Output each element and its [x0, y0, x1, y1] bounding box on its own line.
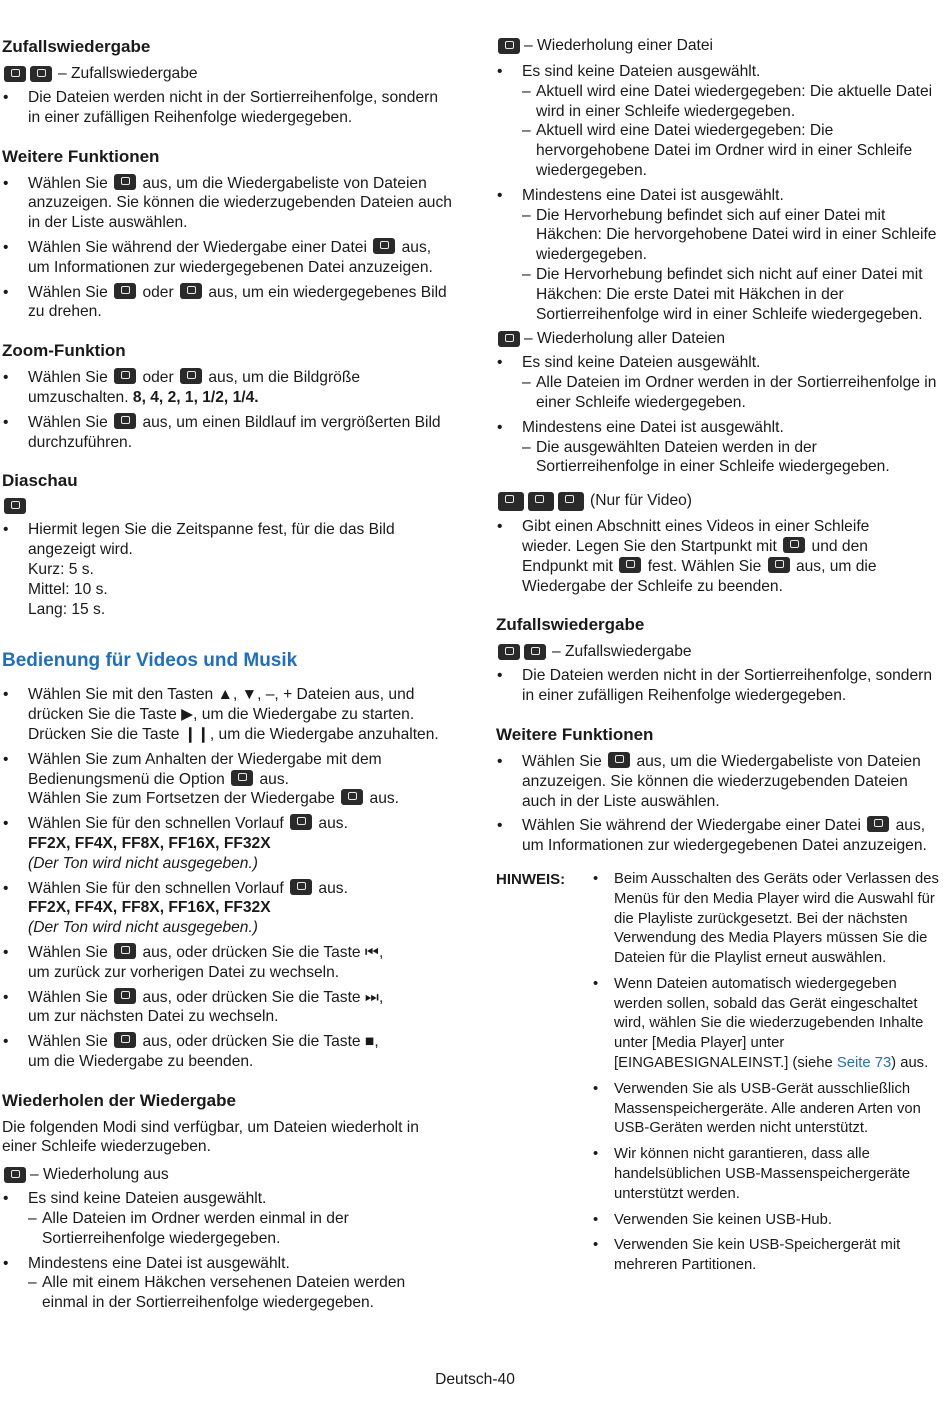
list-item: • Wählen Sie aus, um die Wiedergabeliste von Dateien anzuzeigen. Sie können die wiederzugebenden Dateien auch in der Liste auswählen.	[2, 174, 452, 233]
next-icon	[114, 988, 136, 1004]
zoom-out-icon	[180, 368, 202, 384]
list-item: • Wählen Sie aus, oder drücken Sie die Taste ■, um die Wiedergabe zu beenden.	[2, 1032, 452, 1072]
note-item: • Wenn Dateien automatisch wiedergegeben werden sollen, sobald das Gerät eingeschaltet wird, wählen Sie die wiederzugebenden Inhalte unter [Media Player] unter [EINGABESIGNALEINST.] (siehe Seite 73) aus.	[592, 975, 941, 1074]
repeat-none-icon	[4, 1167, 26, 1183]
more-functions-section	[2, 146, 452, 323]
random-off-icon	[524, 644, 546, 660]
ab-set-a-icon	[528, 492, 554, 511]
info-icon	[373, 238, 395, 254]
previous-icon	[114, 943, 136, 959]
zoom-section	[2, 340, 452, 452]
shuffle-section	[2, 36, 452, 128]
note-item: • Verwenden Sie kein USB-Speichergerät mit mehreren Partitionen.	[592, 1236, 941, 1276]
random-on-icon	[4, 66, 26, 82]
list-item: • Wählen Sie während der Wiedergabe einer Datei aus, um Informationen zur wiedergegebenen Datei anzuzeigen.	[2, 238, 452, 278]
pause-icon	[231, 770, 253, 786]
video-music-heading: Bedienung für Videos und Musik	[2, 650, 298, 672]
list-item: • Es sind keine Dateien ausgewählt. – Aktuell wird eine Datei wiedergegeben: Die aktuelle Datei wird in einer Schleife wiedergegeben. – Aktuell wird eine Datei wiedergegeben: Die hervorgehobene Datei im Ordner wird in einer Schleife wiedergegeben.	[496, 62, 941, 181]
repeat-off-label: – Wiederholung aus	[30, 1166, 169, 1184]
set-b-icon	[619, 557, 641, 573]
stop-icon	[114, 1032, 136, 1048]
list-item: • Wählen Sie zum Anhalten der Wiedergabe mit dem Bedienungsmenü die Option aus. Wählen Sie zum Fortsetzen der Wiedergabe aus.	[2, 750, 452, 809]
more-functions-heading: Weitere Funktionen	[496, 724, 654, 744]
shuffle-icon-text: – Zufallswiedergabe	[58, 65, 198, 82]
repeat-all-label: – Wiederholung aller Dateien	[524, 330, 726, 348]
shuffle-bullet: • Die Dateien werden nicht in der Sortierreihenfolge, sondern in einer zufälligen Reihenfolge wiedergegeben.	[2, 88, 452, 128]
list-item: • Wählen Sie aus, oder drücken Sie die Taste ⏮, um zurück zur vorherigen Datei zu wechseln.	[2, 943, 452, 983]
repeat-all-icon	[498, 331, 520, 347]
list-item: • Mindestens eine Datei ist ausgewählt. – Die Hervorhebung befindet sich auf einer Datei mit Häkchen: Die hervorgehobene Datei wird in einer Schleife wiedergegeben. – Die Hervorhebung befindet sich nicht auf einer Datei mit Häkchen: Die erste Datei mit Häkchen in der Sortierreihenfolge wird in einer Schleife wiedergegeben.	[496, 186, 941, 325]
page-footer: Deutsch-40	[435, 1371, 515, 1388]
shuffle-heading: Zufallswiedergabe	[496, 615, 645, 635]
move-view-icon	[114, 413, 136, 429]
list-item: • Wählen Sie während der Wiedergabe einer Datei aus, um Informationen zur wiedergegebenen Datei anzuzeigen.	[496, 816, 941, 856]
slideshow-icon	[4, 498, 26, 514]
repeat-intro: Die folgenden Modi sind verfügbar, um Dateien wiederholt in einer Schleife wiederzugeben.	[2, 1118, 419, 1156]
none-icon	[768, 557, 790, 573]
fast-forward-icon	[290, 814, 312, 830]
note-item: • Wir können nicht garantieren, dass alle handelsüblichen USB-Massenspeichergeräte unterstützt werden.	[592, 1145, 941, 1204]
note-item: • Verwenden Sie keinen USB-Hub.	[592, 1211, 941, 1231]
left-column	[2, 36, 452, 1331]
info-icon	[867, 816, 889, 832]
slideshow-heading: Diaschau	[2, 471, 78, 491]
list-item: • Wählen Sie aus, um die Wiedergabeliste von Dateien anzuzeigen. Sie können die wiederzugebenden Dateien auch in der Liste auswählen.	[496, 752, 941, 811]
list-item: • Wählen Sie oder aus, um die Bildgröße umzuschalten. 8, 4, 2, 1, 1/2, 1/4.	[2, 368, 452, 408]
list-item: • Wählen Sie aus, oder drücken Sie die Taste ⏭, um zur nächsten Datei zu wechseln.	[2, 988, 452, 1028]
more-functions-section-right	[496, 724, 941, 856]
note-label: HINWEIS:	[496, 870, 566, 888]
zoom-heading: Zoom-Funktion	[2, 341, 126, 361]
video-music-section	[2, 649, 452, 1071]
list-item: • Wählen Sie für den schnellen Vorlauf aus. FF2X, FF4X, FF8X, FF16X, FF32X (Der Ton wird nicht ausgegeben.)	[2, 814, 452, 873]
random-on-icon	[498, 644, 520, 660]
more-functions-heading: Weitere Funktionen	[2, 146, 160, 166]
list-item: • Es sind keine Dateien ausgewählt. – Alle Dateien im Ordner werden einmal in der Sortierreihenfolge wiedergegeben.	[2, 1189, 452, 1248]
note-item: • Beim Ausschalten des Geräts oder Verlassen des Menüs für den Media Player wird die Auswahl für die Playliste zurückgesetzt. Bei der nächsten Verwendung des Media Players müssen Sie die Dateien für die Playlist erneut auswählen.	[592, 870, 941, 969]
video-only-label: (Nur für Video)	[590, 492, 692, 510]
ab-set-b-icon	[558, 492, 584, 511]
repeat-heading: Wiederholen der Wiedergabe	[2, 1090, 236, 1110]
playlist-icon	[608, 752, 630, 768]
repeat-one-label: – Wiederholung einer Datei	[524, 37, 713, 54]
play-icon	[341, 789, 363, 805]
list-item: • Mindestens eine Datei ist ausgewählt. – Die ausgewählten Dateien werden in der Sortierreihenfolge in einer Schleife wiedergegeben.	[496, 418, 941, 477]
repeat-section	[2, 1090, 452, 1313]
repeat-one-icon	[498, 38, 520, 54]
list-item: • Wählen Sie für den schnellen Vorlauf aus. FF2X, FF4X, FF8X, FF16X, FF32X (Der Ton wird nicht ausgegeben.)	[2, 879, 452, 938]
slideshow-section	[2, 470, 452, 619]
list-item: • Mindestens eine Datei ist ausgewählt. – Alle mit einem Häkchen versehenen Dateien werden einmal in der Sortierreihenfolge wiedergegeben.	[2, 1254, 452, 1313]
set-a-icon	[783, 537, 805, 553]
list-item: • Hiermit legen Sie die Zeitspanne fest, für die das Bild angezeigt wird. Kurz: 5 s. Mittel: 10 s. Lang: 15 s.	[2, 520, 452, 619]
rotate-right-icon	[180, 283, 202, 299]
random-off-icon	[30, 66, 52, 82]
list-item: • Gibt einen Abschnitt eines Videos in einer Schleife wieder. Legen Sie den Startpunkt mit und den Endpunkt mit fest. Wählen Sie aus, um die Wiedergabe der Schleife zu beenden.	[496, 517, 941, 596]
zoom-in-icon	[114, 368, 136, 384]
note-item: • Verwenden Sie als USB-Gerät ausschließlich Massenspeichergeräte. Alle anderen Arten von USB-Geräten werden nicht unterstützt.	[592, 1080, 941, 1139]
list-item: • Wählen Sie oder aus, um ein wiedergegebenes Bild zu drehen.	[2, 283, 452, 323]
note-box	[496, 870, 941, 1286]
page-link[interactable]: Seite 73	[836, 1055, 892, 1072]
shuffle-heading: Zufallswiedergabe	[2, 37, 151, 56]
shuffle-bullet: • Die Dateien werden nicht in der Sortierreihenfolge, sondern in einer zufälligen Reihenfolge wiedergegeben.	[496, 666, 941, 706]
list-item: • Wählen Sie mit den Tasten ▲, ▼, –, + Dateien aus, und drücken Sie die Taste ▶, um die Wiedergabe zu starten. Drücken Sie die Taste ❙❙, um die Wiedergabe anzuhalten.	[2, 685, 452, 744]
playlist-icon	[114, 174, 136, 190]
ab-none-icon	[498, 492, 524, 511]
right-column	[496, 36, 941, 1286]
rewind-icon	[290, 879, 312, 895]
rotate-left-icon	[114, 283, 136, 299]
list-item: • Wählen Sie aus, um einen Bildlauf im vergrößerten Bild durchzuführen.	[2, 413, 452, 453]
shuffle-icon-text: – Zufallswiedergabe	[552, 643, 692, 661]
shuffle-section-right	[496, 614, 941, 706]
list-item: • Es sind keine Dateien ausgewählt. – Alle Dateien im Ordner werden in der Sortierreihenfolge in einer Schleife wiedergegeben.	[496, 353, 941, 412]
